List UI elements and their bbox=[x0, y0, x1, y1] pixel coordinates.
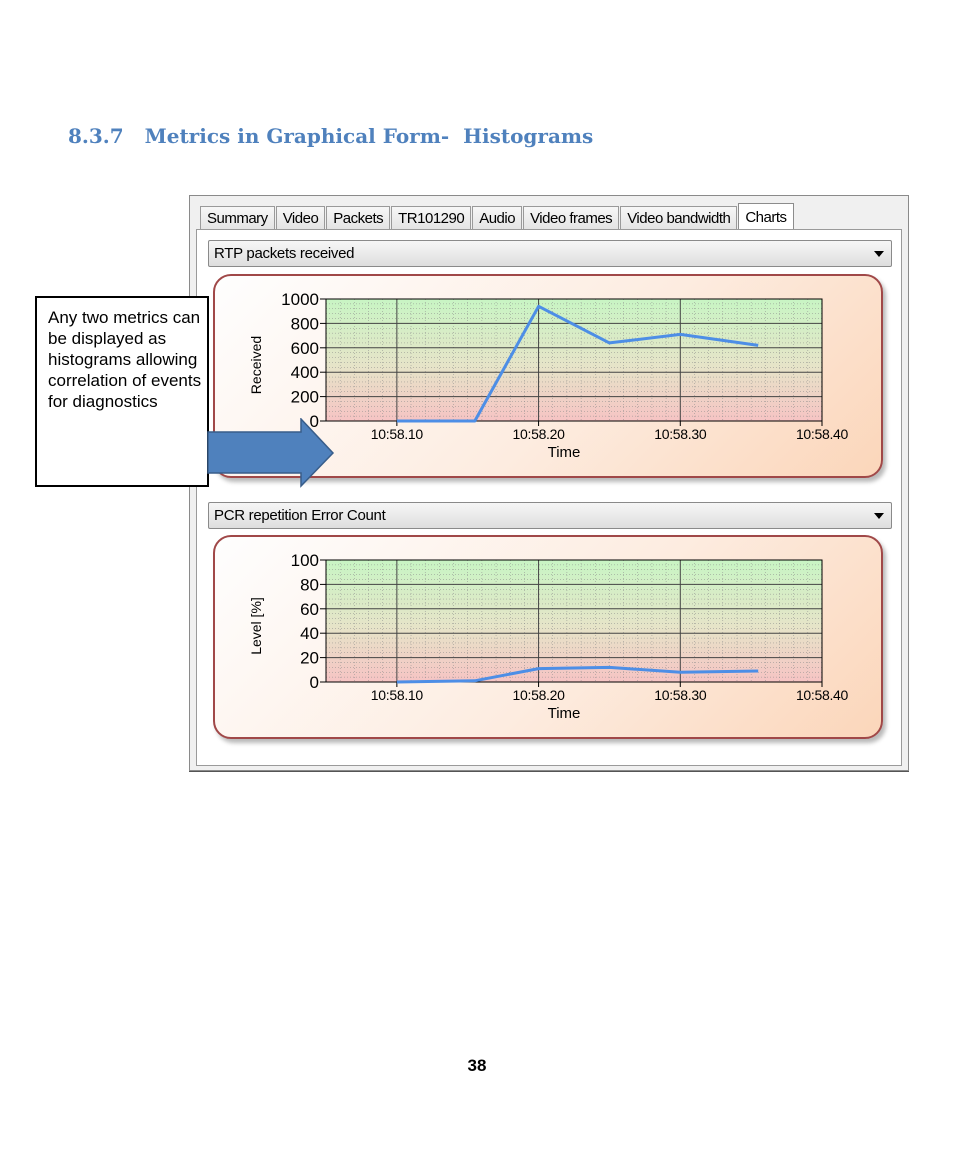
x-tick-label: 10:58.30 bbox=[654, 426, 707, 442]
y-tick-label: 100 bbox=[290, 551, 319, 570]
tab-charts[interactable]: Charts bbox=[738, 203, 793, 231]
top-metric-select-value: RTP packets received bbox=[214, 245, 355, 262]
plot-area bbox=[326, 560, 822, 682]
charts-tab-page bbox=[196, 229, 902, 766]
x-tick-label: 10:58.40 bbox=[795, 426, 849, 442]
bottom-chart-panel bbox=[213, 535, 883, 739]
chevron-down-icon[interactable] bbox=[874, 251, 884, 257]
y-tick-label: 0 bbox=[309, 673, 319, 692]
callout-box bbox=[35, 296, 209, 487]
tab-video-bandwidth[interactable]: Video bandwidth bbox=[620, 206, 737, 230]
y-axis-label: Level [%] bbox=[248, 597, 264, 655]
tab-video[interactable]: Video bbox=[276, 206, 326, 230]
y-tick-label: 600 bbox=[290, 338, 319, 358]
section-heading bbox=[68, 124, 593, 148]
tab-tr101290[interactable]: TR101290 bbox=[391, 206, 471, 230]
y-tick-label: 400 bbox=[290, 363, 319, 383]
tab-audio[interactable]: Audio bbox=[472, 206, 522, 230]
x-tick-label: 10:58.30 bbox=[654, 687, 707, 703]
x-axis-label: Time bbox=[547, 705, 581, 722]
tab-summary[interactable]: Summary bbox=[200, 206, 275, 230]
tab-packets[interactable]: Packets bbox=[326, 206, 390, 230]
x-tick-label: 10:58.10 bbox=[370, 426, 423, 442]
plot-area bbox=[326, 299, 822, 421]
right-arrow-icon bbox=[207, 418, 337, 488]
bottom-chart bbox=[215, 537, 885, 741]
top-metric-select[interactable] bbox=[208, 240, 892, 267]
y-tick-label: 1000 bbox=[281, 290, 319, 309]
y-tick-label: 60 bbox=[300, 599, 319, 619]
y-axis-label: Received bbox=[248, 335, 264, 395]
x-axis-label: Time bbox=[547, 444, 581, 461]
x-tick-label: 10:58.20 bbox=[512, 687, 565, 703]
section-number: 8.3.7 bbox=[68, 124, 124, 148]
callout-text: Any two metrics can be displayed as histograms allowing correlation of events for diagnostics bbox=[48, 308, 202, 411]
chevron-down-icon[interactable] bbox=[874, 513, 884, 519]
y-tick-label: 80 bbox=[300, 575, 319, 595]
section-title: Metrics in Graphical Form- Histograms bbox=[144, 124, 594, 148]
y-tick-label: 20 bbox=[300, 648, 319, 668]
tab-strip bbox=[200, 201, 795, 230]
bottom-metric-select-value: PCR repetition Error Count bbox=[214, 507, 386, 524]
x-tick-label: 10:58.40 bbox=[795, 687, 849, 703]
page-number: 38 bbox=[467, 1056, 487, 1075]
y-tick-label: 800 bbox=[290, 314, 319, 334]
y-tick-label: 200 bbox=[290, 387, 319, 407]
bottom-metric-select[interactable] bbox=[208, 502, 892, 529]
y-tick-label: 0 bbox=[309, 412, 319, 431]
y-tick-label: 40 bbox=[300, 624, 319, 644]
tab-video-frames[interactable]: Video frames bbox=[523, 206, 619, 230]
x-tick-label: 10:58.10 bbox=[370, 687, 423, 703]
x-tick-label: 10:58.20 bbox=[512, 426, 565, 442]
